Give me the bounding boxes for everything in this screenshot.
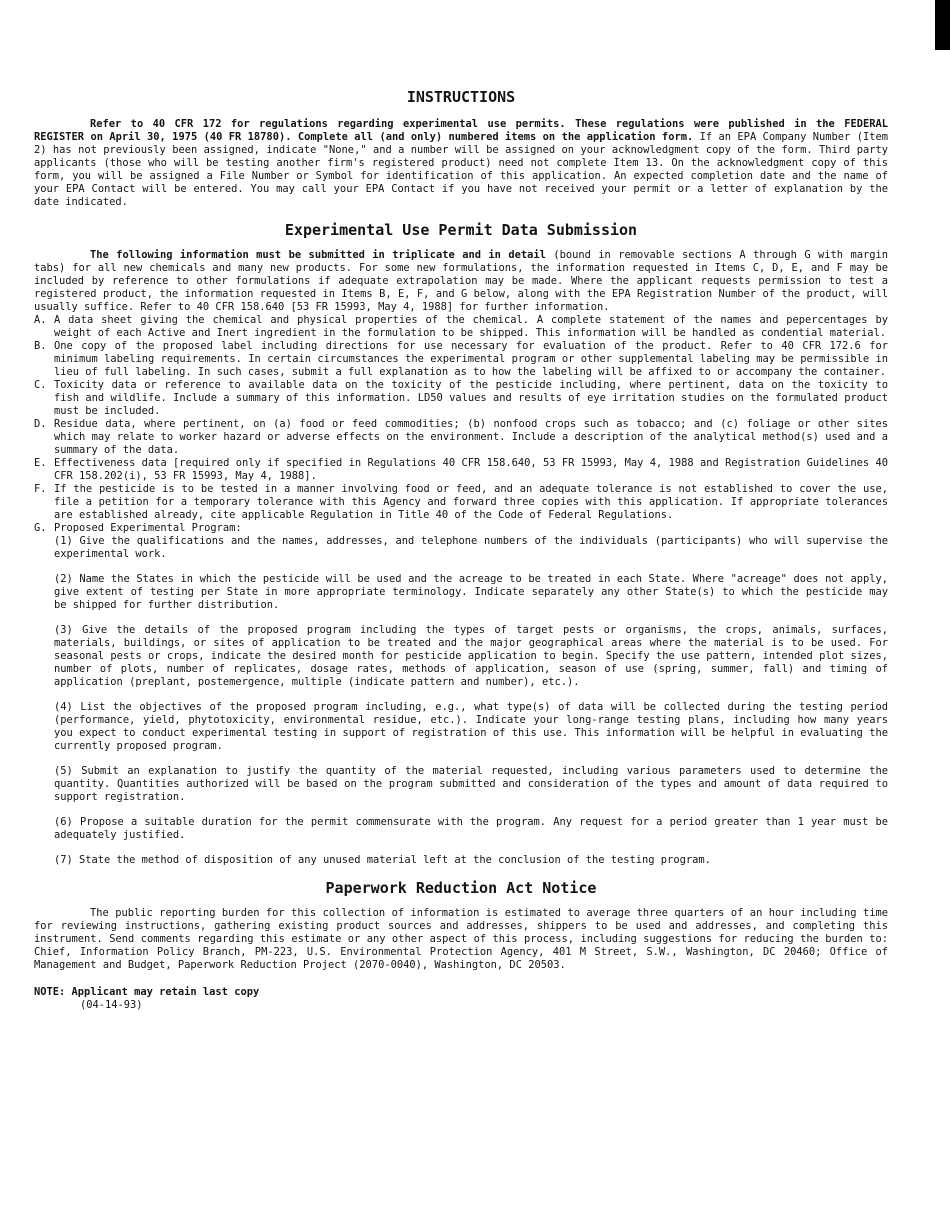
paperwork-heading: Paperwork Reduction Act Notice <box>325 879 597 897</box>
item-text: Effectiveness data [required only if specified in Regulations 40 CFR 158.640, 53 FR 15993, May 4, 1988 and Registration Guidelines 40 CFR 158.202(i), 53 FR 15993, May 4, 1988]. <box>54 457 888 482</box>
program-item-4: (4) List the objectives of the proposed program including, e.g., what type(s) of data will be collected during the testing period (performance, yield, phytotoxicity, environmental residue, etc.). Indicate your long-range testing plans, including how many years you expect to conduct experimental testing in support of registration of this use. This information will be helpful in evaluating the currently proposed program. <box>54 701 888 752</box>
item-text: One copy of the proposed label including directions for use necessary for evaluation of the product. Refer to 40 CFR 172.6 for minimum labeling requirements. In certain circumstances the experimental program or other supplemental labeling may be permissible in lieu of full labeling. In such cases, submit a full explanation as to how the labeling will be affixed to or accompany the container. <box>54 340 888 378</box>
scan-corner-mark <box>935 0 950 50</box>
item-text: Toxicity data or reference to available data on the toxicity of the pesticide including, where pertinent, data on the toxicity to fish and wildlife. Include a summary of this information. LD50 values and results of eye irritation studies on the formulated product must be included. <box>54 379 888 417</box>
instructions-page <box>34 82 888 1012</box>
item-letter: G. <box>34 522 47 534</box>
applicant-note <box>34 986 888 1012</box>
note-text: Applicant may retain last copy <box>71 986 260 998</box>
submission-item-list <box>34 314 888 867</box>
item-letter: C. <box>34 379 47 391</box>
program-item-3: (3) Give the details of the proposed program including the types of target pests or organisms, the crops, animals, surfaces, materials, buildings, or sites of application to be treated and the major geographical areas where the material is to be used. For seasonal pests or crops, indicate the desired month for pesticide application to begin. Specify the use pattern, intended plot sizes, number of plots, number of replicates, dosage rates, methods of application, season of use (spring, summer, fall) and timing of application (preplant, postemergence, multiple (indicate pattern and number), etc.). <box>54 624 888 688</box>
item-text: Residue data, where pertinent, on (a) food or feed commodities; (b) nonfood crops such as tobacco; and (c) foliage or other sites which may relate to worker hazard or adverse effects on the environment. Include a description of the analytical method(s) used and a summary of the data. <box>54 418 888 456</box>
submission-item-e <box>34 457 888 483</box>
paperwork-paragraph: The public reporting burden for this collection of information is estimated to average three quarters of an hour including time for reviewing instructions, gathering existing product sources and addresses, shippers to be used and addresses, and completing this instrument. Send comments regarding this estimate or any other aspect of this process, including suggestions for reducing the burden to: Chief, Information Policy Branch, PM-223, U.S. Environmental Protection Agency, 401 M Street, S.W., Washington, DC 20460; Office of Management and Budget, Paperwork Reduction Project (2070-0040), Washington, DC 20503. <box>34 907 888 971</box>
submission-item-c <box>34 379 888 418</box>
submission-body: (bound in removable sections A through G with margin tabs) for all new chemicals and many new products. For some new formulations, the information requested in Items C, D, E, and F may be included by reference to other formulations if adequate extrapolation may be made. Where the applicant requests permission to test a registered product, the information requested in Items B, E, F, and G below, along with the EPA Registration Number of the product, will usually suffice. Refer to 40 CFR 158.640 [53 FR 15993, May 4, 1988] for further information. <box>34 249 888 313</box>
program-item-7: (7) State the method of disposition of any unused material left at the conclusion of the testing program. <box>54 854 711 866</box>
submission-item-d <box>34 418 888 457</box>
item-text: A data sheet giving the chemical and physical properties of the chemical. A complete statement of the names and pepercentages by weight of each Active and Inert ingredient in the formulation to be shipped. This information will be handled as condential material. <box>54 314 888 339</box>
experimental-program-list <box>34 535 888 867</box>
submission-item-b <box>34 340 888 379</box>
program-item-1: (1) Give the qualifications and the names, addresses, and telephone numbers of the individuals (participants) who will supervise the experimental work. <box>54 535 888 560</box>
submission-lead: The following information must be submitted in triplicate and in detail <box>90 249 546 261</box>
item-letter: F. <box>34 483 47 495</box>
instructions-lead: Refer to 40 CFR 172 for regulations regarding experimental use permits. These regulations were published in the FEDERAL REGISTER on April 30, 1975 (40 FR 18780). Complete all (and only) numbered items on the application form. <box>34 118 888 143</box>
submission-heading: Experimental Use Permit Data Submission <box>284 221 638 239</box>
item-letter: D. <box>34 418 47 430</box>
note-label: NOTE: <box>34 986 66 998</box>
item-letter: E. <box>34 457 47 469</box>
instructions-paragraph <box>34 118 888 209</box>
submission-item-a <box>34 314 888 340</box>
instructions-body: If an EPA Company Number (Item 2) has not previously been assigned, indicate "None," and a number will be assigned on your acknowledgment copy of the form. Third party applicants (those who will be testing another firm's registered product) need not complete Item 13. On the acknowledgment copy of this form, you will be assigned a File Number or Symbol for identification of this application. An expected completion date and the name of your EPA Contact will be entered. You may call your EPA Contact if you have not received your permit or a letter of explanation by the date indicated. <box>34 131 888 208</box>
submission-paragraph <box>34 249 888 314</box>
program-item-6: (6) Propose a suitable duration for the permit commensurate with the program. Any request for a period greater than 1 year must be adequately justified. <box>54 816 888 841</box>
submission-item-f <box>34 483 888 522</box>
program-item-2: (2) Name the States in which the pesticide will be used and the acreage to be treated in each State. Where "acreage" does not apply, give extent of testing per State in more appropriate terminology. Indicate separately any other State(s) to which the pesticide may be shipped for further distribution. <box>54 573 888 611</box>
item-text: Proposed Experimental Program: <box>54 522 242 534</box>
item-letter: A. <box>34 314 47 326</box>
instructions-heading: INSTRUCTIONS <box>406 88 516 106</box>
submission-item-g <box>34 522 888 535</box>
item-text: If the pesticide is to be tested in a manner involving food or feed, and an adequate tolerance is not established to cover the use, file a petition for a temporary tolerance with this Agency and forward three copies with this application. If appropriate tolerances are established already, cite applicable Regulation in Title 40 of the Code of Federal Regulations. <box>54 483 888 521</box>
program-item-5: (5) Submit an explanation to justify the quantity of the material requested, including various parameters used to determine the quantity. Quantities authorized will be based on the program submitted and consideration of the types and amount of data required to support registration. <box>54 765 888 803</box>
item-letter: B. <box>34 340 47 352</box>
form-revision-date: (04-14-93) <box>80 999 143 1011</box>
